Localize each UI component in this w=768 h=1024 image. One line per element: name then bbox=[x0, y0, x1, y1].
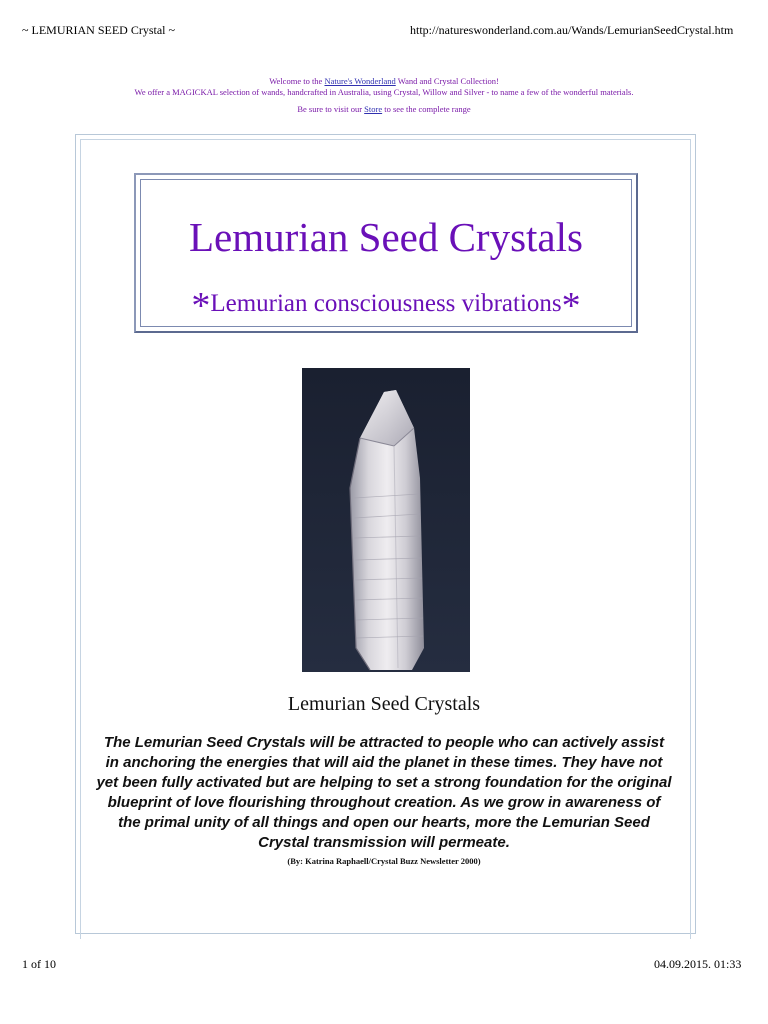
page-title: Lemurian Seed Crystals bbox=[189, 214, 583, 260]
article-heading: Lemurian Seed Crystals bbox=[287, 693, 481, 715]
print-header-url: http://natureswonderland.com.au/Wands/LemurianSeedCrystal.htm bbox=[410, 23, 734, 37]
welcome-line-3 bbox=[0, 104, 768, 115]
print-header-title: ~ LEMURIAN SEED Crystal ~ bbox=[22, 23, 175, 37]
crystal-photo bbox=[302, 368, 470, 672]
article-body: The Lemurian Seed Crystals will be attracted to people who can actively assist in anchoring the energies that will aid the planet in these times. They have not yet been fully activated but are helping to set a strong foundation for the original blueprint of love flourishing throughout creation. As we grow in awareness of the primal unity of all things and open our hearts, more the Lemurian Seed Crystal transmission will permeate. bbox=[96, 734, 672, 851]
title-box bbox=[134, 173, 638, 333]
store-text-pre: Be sure to visit our bbox=[297, 104, 365, 114]
welcome-line-2: We offer a MAGICKAL selection of wands, handcrafted in Australia, using Crystal, Willow and Silver - to name a few of the wonderful materials. bbox=[134, 87, 634, 97]
article-credit: (By: Katrina Raphaell/Crystal Buzz Newsletter 2000) bbox=[287, 856, 481, 866]
print-datetime: 04.09.2015. 01:33 bbox=[654, 957, 742, 971]
star-right: * bbox=[561, 285, 581, 327]
store-link[interactable]: Store bbox=[364, 104, 383, 114]
page-subtitle bbox=[136, 283, 636, 327]
natures-wonderland-link[interactable]: Nature's Wonderland bbox=[324, 76, 396, 86]
page-counter: 1 of 10 bbox=[22, 957, 56, 971]
welcome-text-pre: Welcome to the bbox=[269, 76, 325, 86]
welcome-line-1 bbox=[0, 76, 768, 87]
welcome-text-post: Wand and Crystal Collection! bbox=[395, 76, 499, 86]
star-left: * bbox=[191, 285, 211, 327]
subtitle-text: Lemurian consciousness vibrations bbox=[210, 290, 562, 317]
store-text-post: to see the complete range bbox=[382, 104, 471, 114]
crystal-image bbox=[302, 368, 470, 672]
